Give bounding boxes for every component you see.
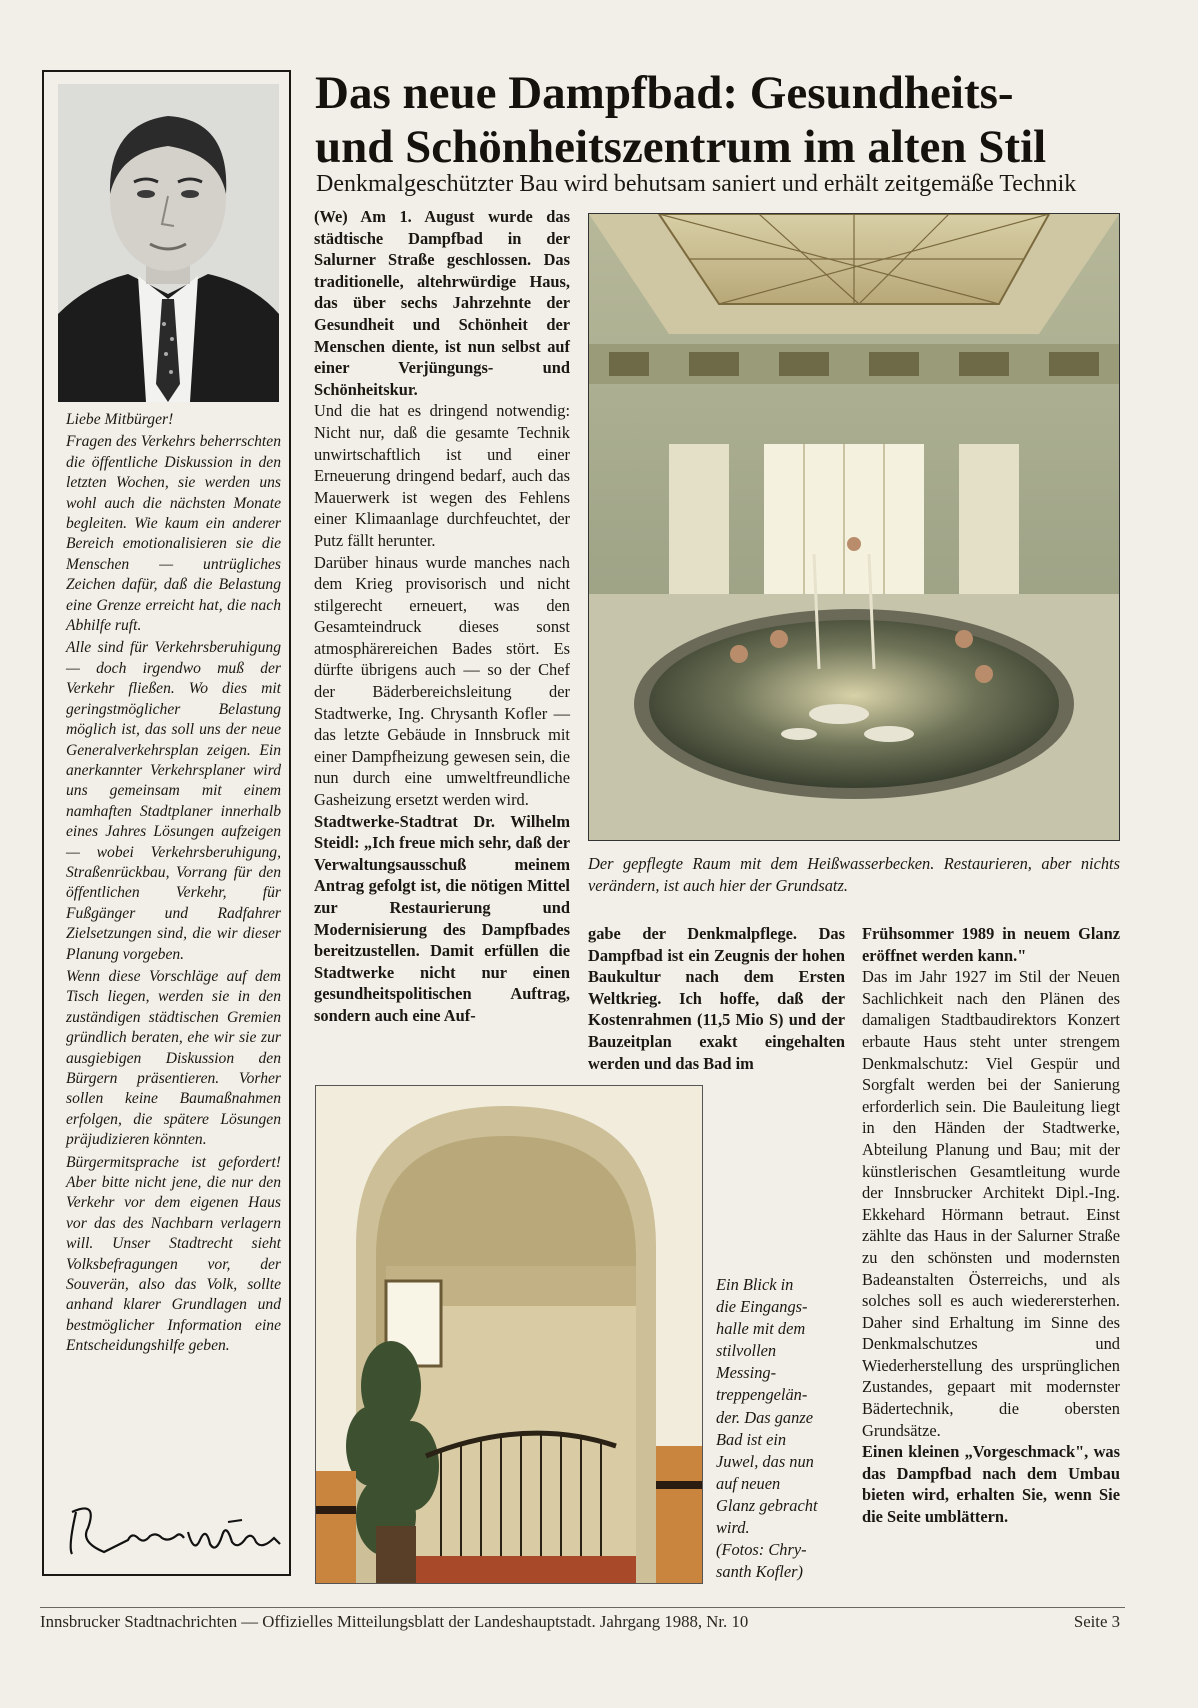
caption-line: Ein Blick in	[716, 1275, 794, 1294]
headline-line-2: und Schönheitszentrum im alten Stil	[315, 121, 1047, 173]
caption-line: stilvollen	[716, 1341, 777, 1361]
page-number: Seite 3	[1073, 1612, 1120, 1631]
mayor-letter-text	[66, 410, 281, 1359]
entrance-hall-photo	[315, 1085, 703, 1584]
letter-paragraph: Wenn diese Vorschläge auf dem Tisch liegen, werden sie in den zuständigen städtischen Gremien gründlich beraten, ehe wir sie zur ausgiebigen Diskussion den Bürgern präsentieren. Vorher sollen keine Baumaßnahmen erfolgen, die spätere Lösungen präjudizieren könnten.	[66, 967, 281, 1149]
article-column-3	[862, 923, 1120, 1528]
article-subheadline: Denkmalgeschützter Bau wird behutsam saniert und erhält zeitgemäße Technik	[316, 171, 1077, 197]
article-paragraph: Und die hat es dringend notwendig: Nicht nur, daß die gesamte Technik unwirtschaftlich ist und einer Erneuerung dringend bedarf, auch das Mauerwerk ist wegen des Fehlens einer Klimaanlage durchfeuchtet, der Putz fällt herunter.	[314, 401, 570, 550]
mayor-signature	[58, 1492, 283, 1562]
hall-photo-caption	[716, 1274, 846, 1583]
closing-paragraph: Einen kleinen „Vorgeschmack", was das Dampfbad nach dem Umbau bieten wird, erhalten Sie, wenn Sie die Seite umblättern.	[862, 1442, 1120, 1527]
caption-line: der. Das ganze	[716, 1407, 813, 1427]
pool-photo-caption: Der gepflegte Raum mit dem Heißwasserbecken. Restaurieren, aber nichts verändern, ist auch hier der Grundsatz.	[588, 854, 1120, 895]
article-paragraph: Das im Jahr 1927 im Stil der Neuen Sachlichkeit nach den Plänen des damaligen Stadtbaudirektors Konzert erbaute Haus steht unter strengem Denkmalschutz: Viel Gespür und Sorgfalt werden bei der Sanierung erforderlich sein. Die Bauleitung liegt in den Händen der Stadtwerke, Abteilung Planung und Bau; mit der künstlerischen Gesamtleitung wurde der Innsbrucker Architekt Dipl.-Ing. Ekkehard Hörmann betraut. Einst zählte das Haus in der Salurner Straße zu den schönsten und modernsten Badeanstalten Österreichs, und als solches soll es auch wiederersterhen. Daher sind Erhaltung im Sinne des Denkmalschutzes und Wiederherstellung des ursprünglichen Zustandes, gepaart mit modernster Bädertechnik, die obersten Grundsätze.	[862, 967, 1120, 1440]
headline-line-1: Das neue Dampfbad: Gesundheits-	[315, 67, 1014, 119]
caption-line: santh Kofler)	[716, 1562, 803, 1582]
letter-paragraph: Bürgermitsprache ist gefordert! Aber bitte nicht jene, die nur den Verkehr vor dem eigenen Haus vor das des Nachbarn verlagern will. Unser Stadtrecht sieht Volksbefragungen vor, der Souverän, also das Volk, sollte anhand klarer Grundlagen und bestmöglicher Information eine Entscheidungshilfe geben.	[66, 1153, 281, 1355]
caption-line: die Eingangs-	[716, 1297, 808, 1317]
salutation: Liebe Mitbürger!	[66, 411, 174, 428]
footer-publication: Innsbrucker Stadtnachrichten — Offizielles Mitteilungsblatt der Landeshauptstadt. Jahrgang 1988, Nr. 10	[40, 1612, 749, 1631]
pool-photo	[588, 213, 1120, 841]
article-column-2	[588, 923, 845, 1074]
caption-line: Juwel, das nun	[716, 1451, 814, 1471]
footer-rule	[40, 1607, 1125, 1608]
caption-line: treppengelän-	[716, 1385, 808, 1405]
article-column-1	[314, 206, 570, 1027]
article-intro: (We) Am 1. August wurde das städtische Dampfbad in der Salurner Straße geschlossen. Das traditionelle, altehrwürdige Haus, das über sechs Jahrzehnte der Gesundheit und Schönheit der Menschen diente, ist nun selbst auf einer Verjüngungs- und Schönheitskur.	[314, 207, 570, 399]
caption-line: Glanz gebracht	[716, 1495, 818, 1515]
mayor-portrait-photo	[58, 84, 279, 402]
letter-paragraph: Alle sind für Verkehrsberuhigung — doch irgendwo muß der Verkehr fließen. Wo dies mit geringstmöglicher Belastung möglich ist, das soll uns der neue Generalverkehrsplan zeigen. Ein anerkannter Verkehrsplaner wird uns gemeinsam mit einem namhaften Stadtplaner innerhalb eines Jahres Lösungen aufzeigen — wobei Verkehrsberuhigung, Straßenrückbau, Vorrang für den öffentlichen Verkehr, für Fußgänger und Radfahrer Zielsetzungen sind, die wir dieser Planung vorgeben.	[66, 639, 281, 963]
quote-paragraph: Stadtwerke-Stadtrat Dr. Wilhelm Steidl: „Ich freue mich sehr, daß der Verwaltungsausschuß meinem Antrag gefolgt ist, die nötigen Mittel zur Restaurierung und Modernisierung des Dampfbades bereitzustellen. Damit erfüllen die Stadtwerke nicht nur einen gesundheitspolitischen Auftrag, sondern auch eine Auf-	[314, 811, 570, 1025]
caption-line: auf neuen	[716, 1473, 781, 1493]
caption-line: halle mit dem	[716, 1319, 806, 1339]
mayor-letter-box	[42, 70, 291, 1576]
quote-paragraph: Frühsommer 1989 in neuem Glanz eröffnet werden kann."	[862, 924, 1120, 965]
letter-paragraph: Fragen des Verkehrs beherrschten die öffentliche Diskussion in den letzten Wochen, sie werden uns wohl auch die nächsten Monate begleiten. Wie kaum ein anderer Bereich emotionalisieren sie die Menschen — untrügliches Zeichen dafür, daß die Belastung eine Grenze erreicht hat, die nach Abhilfe ruft.	[66, 433, 281, 635]
article-headline	[315, 66, 1135, 174]
quote-paragraph: gabe der Denkmalpflege. Das Dampfbad ist ein Zeugnis der hohen Baukultur nach dem Ersten Weltkrieg. Ich hoffe, daß der Kostenrahmen (11,5 Mio S) und der Bauzeitplan exakt eingehalten werden und das Bad im	[588, 924, 845, 1073]
caption-line: Bad ist ein	[716, 1429, 787, 1449]
caption-line: (Fotos: Chry-	[716, 1540, 807, 1560]
caption-line: wird.	[716, 1518, 750, 1538]
caption-line: Messing-	[716, 1363, 777, 1383]
article-paragraph: Darüber hinaus wurde manches nach dem Krieg provisorisch und nicht stilgerecht erneuert, was den Gesamteindruck dieses sonst atmosphärereichen Bades stört. Es dürfte übrigens auch — so der Chef der Bäderbereichsleitung der Stadtwerke, Ing. Chrysanth Kofler — das letzte Gebäude in Innsbruck mit einer Dampfheizung gewesen sein, die nun durch eine umweltfreundliche Gasheizung ersetzt werden wird.	[314, 552, 570, 810]
